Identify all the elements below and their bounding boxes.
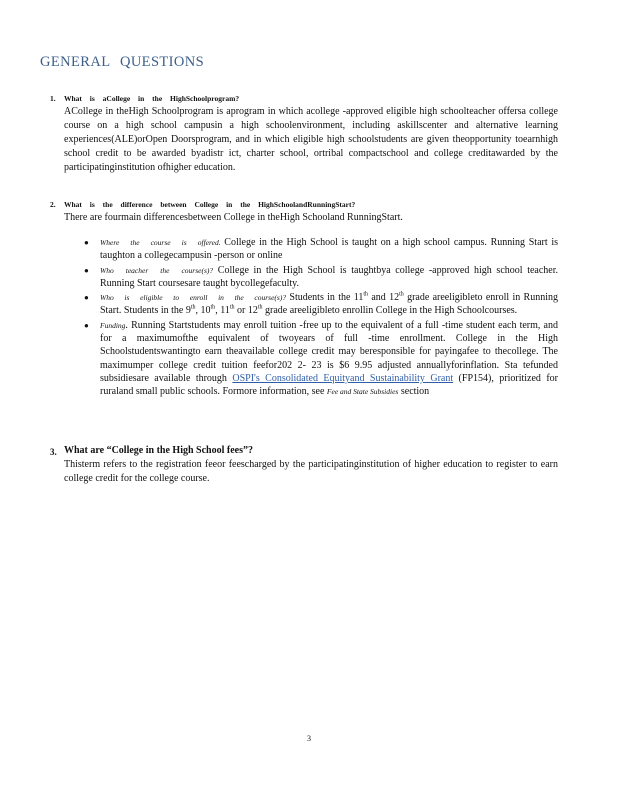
question-number: 2. — [50, 200, 56, 209]
ordinal-suffix: th — [257, 305, 263, 312]
bullet-lead: Where the course is offered. — [100, 238, 221, 247]
list-item — [88, 319, 558, 399]
bullet-text: College in the High School is taught on a high school campus. Running Start is taughton a collegecampusin -person or online — [100, 237, 558, 262]
bullet-lead: Who is eligible to enroll in the course(s)? — [100, 293, 287, 303]
list-item — [88, 236, 558, 263]
question-3 — [50, 444, 558, 486]
list-item — [88, 264, 558, 291]
ordinal-suffix: th — [210, 305, 216, 312]
section-reference: Fee and State Subsidies — [326, 387, 399, 397]
grant-link[interactable]: OSPI's Consolidated Equityand Sustainability Grant — [232, 372, 454, 384]
ordinal-suffix: th — [190, 305, 196, 312]
ordinal-suffix: th — [399, 291, 404, 298]
answer-text: There are fourmain differencesbetween College in theHigh Schooland RunningStart. — [64, 212, 403, 223]
question-number: 3. — [50, 447, 57, 457]
bullet-text: , 10 — [195, 305, 211, 317]
differences-list — [88, 236, 558, 400]
bullet-lead: Funding — [100, 320, 126, 330]
answer-text: ACollege in theHigh Schoolprogram is aprogram in which acollege -approved eligible high schoolteacher offersa college course on a high school campusin a high schoolenvironment, including askillscenter and alternative learning experiences(ALE)orOpen Doorsprogram, and in which eligible high schoolstudents are given theopportunity toearnhigh school credit to be awarded byadistr ict, charter school, ortribal compactschool and college creditawarded by the participatinginstitution ofhigher education. — [64, 106, 558, 173]
bullet-text: Students in the 11 — [286, 292, 364, 304]
question-1 — [50, 92, 558, 175]
question-title: What is aCollege in the HighSchoolprogram? — [64, 94, 240, 103]
bullet-text: or 12 — [234, 305, 258, 317]
bullet-lead: Who teacher the course(s)? — [100, 265, 214, 275]
question-2 — [50, 198, 558, 225]
bullet-text: section — [398, 386, 430, 398]
ordinal-suffix: th — [229, 305, 235, 312]
bullet-text: grade areeligibleto enroll in Running Start. Students in the 9 — [100, 292, 558, 317]
bullet-text: College in the High School is taughtbya college -approved high school teacher. Running Start coursesare taught bycollegefaculty. — [100, 264, 559, 289]
ordinal-suffix: th — [363, 291, 369, 298]
bullet-text: . Running Startstudents may enroll tuition -free up to the equivalent of a full -time student each term, and for a maximumofthe equivalent of twoyears of full -time enrollment. College in the High Schoolstudentswantingto earn theavailable college credit may beresponsible for payingafee to thecollege. The maximumper college credit tuition feefor202 2- 23 is $6 9.95 adjusted annuallyforinflation. Sta tefunded subsidiesare available through — [100, 319, 558, 384]
bullet-text: (FP154), prioritized for ruraland small public schools. Formore information, see — [100, 372, 559, 398]
question-title: What is the difference between College in the HighSchoolandRunningStart? — [64, 200, 356, 209]
list-item — [88, 291, 558, 318]
section-heading: GENERAL QUESTIONS — [40, 54, 205, 70]
bullet-text: grade areeligibleto enrollin College in the High Schoolcourses. — [262, 305, 518, 317]
question-number: 1. — [50, 94, 56, 103]
bullet-text: , 11 — [215, 305, 230, 317]
page-number: 3 — [307, 734, 311, 743]
bullet-text: and 12 — [368, 292, 400, 304]
question-title: What are “College in the High School fees”? — [64, 445, 253, 456]
answer-text: Thisterm refers to the registration feeor feescharged by the participatinginstitution of higher education to register to earn college credit for the college course. — [64, 459, 558, 484]
